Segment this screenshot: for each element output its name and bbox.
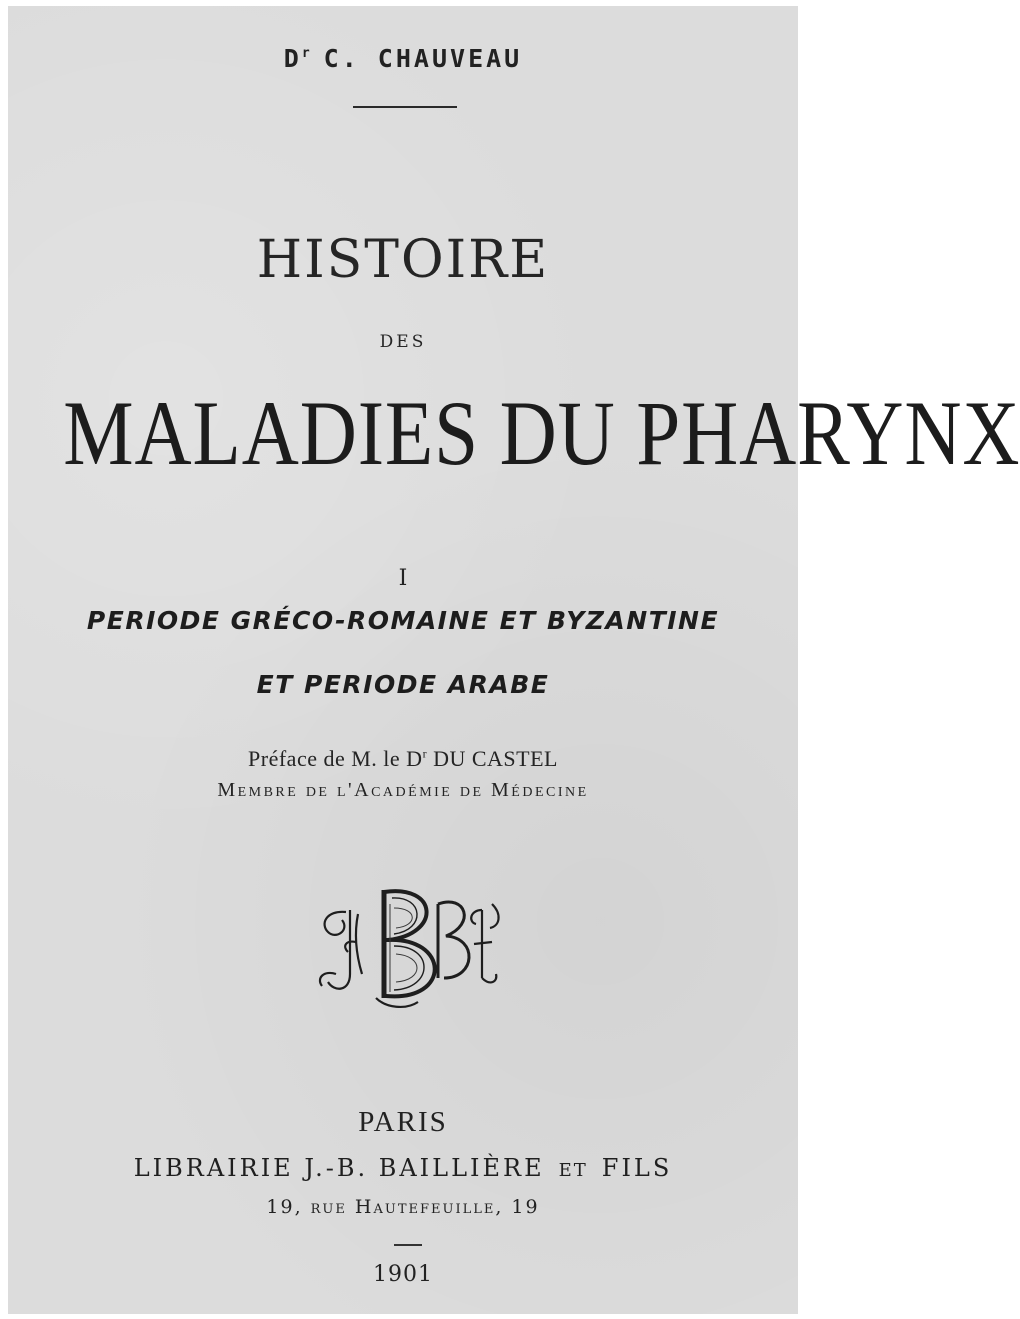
- volume-subtitle-line-1: PERIODE GRÉCO-ROMAINE ET BYZANTINE: [86, 606, 720, 635]
- author-name: C. CHAUVEAU: [323, 44, 523, 73]
- title-page: [8, 6, 1020, 1314]
- title-line-main: MALADIES DU PHARYNX: [63, 382, 1020, 484]
- publisher-name-a: LIBRAIRIE J.-B. BAILLIÈRE: [133, 1154, 545, 1182]
- author-title-superscript: r: [301, 46, 310, 61]
- author-title: D: [283, 44, 302, 73]
- top-divider: [353, 106, 457, 108]
- publisher-name-b: FILS: [601, 1154, 673, 1182]
- imprint-city: PARIS: [358, 1106, 448, 1138]
- publisher-monogram-icon: [306, 874, 506, 1014]
- preface-superscript: r: [422, 746, 428, 761]
- title-line-histoire: HISTOIRE: [256, 230, 550, 290]
- preface-text-b: DU CASTEL: [427, 746, 558, 771]
- bottom-divider: [394, 1244, 422, 1246]
- publisher-et: ET: [558, 1160, 588, 1181]
- volume-subtitle-line-2: ET PERIODE ARABE: [256, 670, 550, 699]
- preface-text-a: Préface de M. le D: [248, 746, 423, 771]
- imprint-publisher: [8, 1154, 798, 1182]
- imprint-year: 1901: [373, 1262, 433, 1287]
- imprint-address: 19, rue Hautefeuille, 19: [266, 1196, 540, 1218]
- preface-line-2: Membre de l'Académie de Médecine: [217, 779, 589, 801]
- author-line: [8, 44, 798, 73]
- volume-number: I: [398, 566, 408, 591]
- preface-line-1: [8, 746, 798, 772]
- title-line-des: DES: [379, 332, 427, 352]
